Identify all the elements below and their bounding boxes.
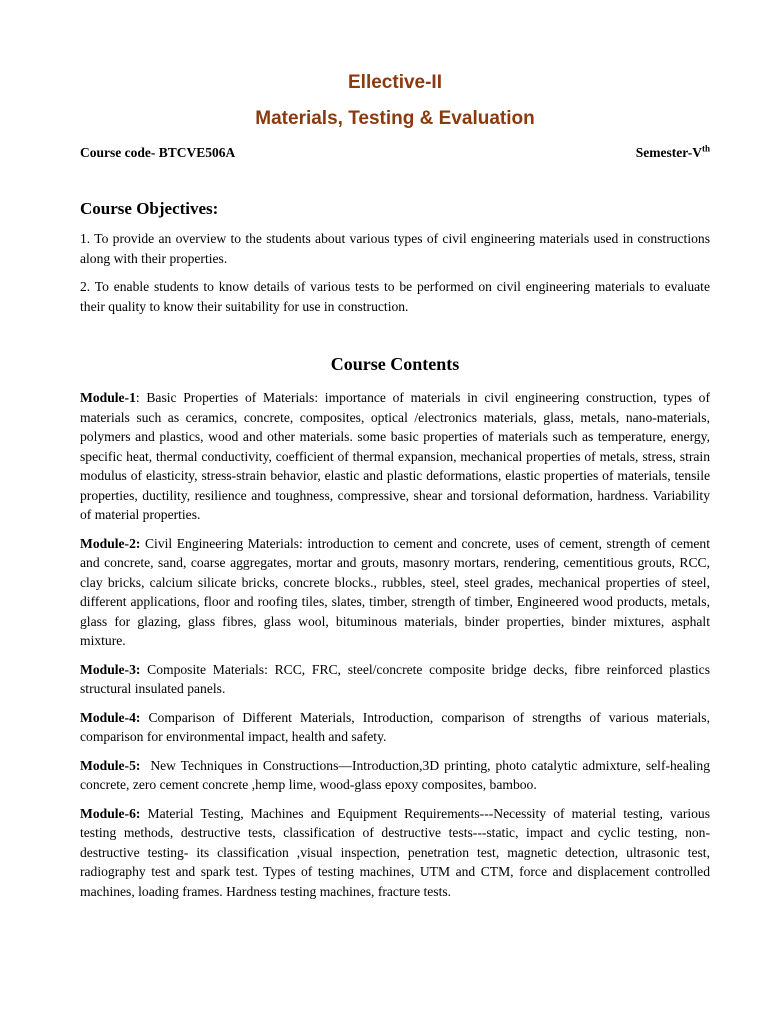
module-text: Civil Engineering Materials: introduction to cement and concrete, uses of cement, strength of cement and concrete, sand, coarse aggregates, mortar and grouts, masonry mortars, rendering, cementitious grouts, RCC, clay bricks, calcium silicate bricks, concrete blocks., rubbles, steel, steel grades, mechanical properties of steel, different applications, floor and roofing tiles, slates, timber, strength of timber, Engineered wood products, metals, glass for glazing, glass fibres, glass wool, bituminous materials, binder properties, binder mixtures, asphalt mixture. xyxy=(80,535,710,648)
module-6 xyxy=(80,804,710,902)
course-title: Materials, Testing & Evaluation xyxy=(255,108,535,129)
module-separator xyxy=(140,758,150,773)
contents-heading: Course Contents xyxy=(330,354,460,374)
module-text: Composite Materials: RCC, FRC, steel/concrete composite bridge decks, fibre reinforced plastics structural insulated panels. xyxy=(80,661,710,696)
module-text: New Techniques in Constructions—Introduction,3D printing, photo catalytic admixture, self-healing concrete, zero cement concrete ,hemp lime, wood-glass epoxy composites, bamboo. xyxy=(80,757,711,792)
module-text: Material Testing, Machines and Equipment Requirements---Necessity of material testing, various testing methods, destructive tests, classification of destructive tests---static, impact and cyclic testing, non-destructive testing- its classification ,visual inspection, penetration test, magnetic detection, ultrasonic test, radiography test and spark test. Types of testing machines, UTM and CTM, force and displacement controlled machines, loading frames. Hardness testing machines, fracture tests. xyxy=(80,805,711,899)
semester xyxy=(636,145,710,161)
module-4 xyxy=(80,708,710,747)
module-label: Module-3: xyxy=(80,661,141,677)
module-text: Basic Properties of Materials: importance of materials in civil engineering construction, types of materials such as ceramics, concrete, composites, optical /electronics materials, glass, metals, nano-materials, polymers and plastics, wood and other materials. some basic properties of materials such as temperature, energy, specific heat, thermal conductivity, coefficient of thermal expansion, mechanical properties of metals, stress, strain modulus of elasticity, stress-strain behavior, elastic and plastic deformations, elastic properties of materials, tensile properties, ductility, resilience and toughness, compressive, shear and torsional deformation, hardness. Variability of material properties. xyxy=(80,390,710,522)
semester-superscript: th xyxy=(701,143,710,154)
module-5 xyxy=(80,756,710,795)
module-3 xyxy=(80,660,710,699)
objectives-heading: Course Objectives: xyxy=(80,199,219,218)
elective-title: Ellective-II xyxy=(348,72,442,93)
module-label: Module-6: xyxy=(80,805,141,821)
module-label: Module-1 xyxy=(80,390,136,405)
semester-label: Semester-V xyxy=(635,145,702,160)
module-2 xyxy=(80,534,710,651)
module-separator xyxy=(140,806,147,821)
module-list xyxy=(80,388,710,910)
module-separator: : xyxy=(135,390,147,405)
module-label: Module-5: xyxy=(80,757,141,773)
module-1 xyxy=(80,388,710,525)
module-label: Module-4: xyxy=(80,709,141,725)
objective-item: 2. To enable students to know details of various tests to be performed on civil engineering materials to evaluate their quality to know their suitability for use in construction. xyxy=(80,279,710,314)
objective-item: 1. To provide an overview to the students about various types of civil engineering materials used in constructions along with their properties. xyxy=(80,231,710,266)
course-code: Course code- BTCVE506A xyxy=(80,145,236,160)
module-label: Module-2: xyxy=(80,535,141,551)
module-text: Comparison of Different Materials, Introduction, comparison of strengths of various materials, comparison for environmental impact, health and safety. xyxy=(80,709,710,744)
